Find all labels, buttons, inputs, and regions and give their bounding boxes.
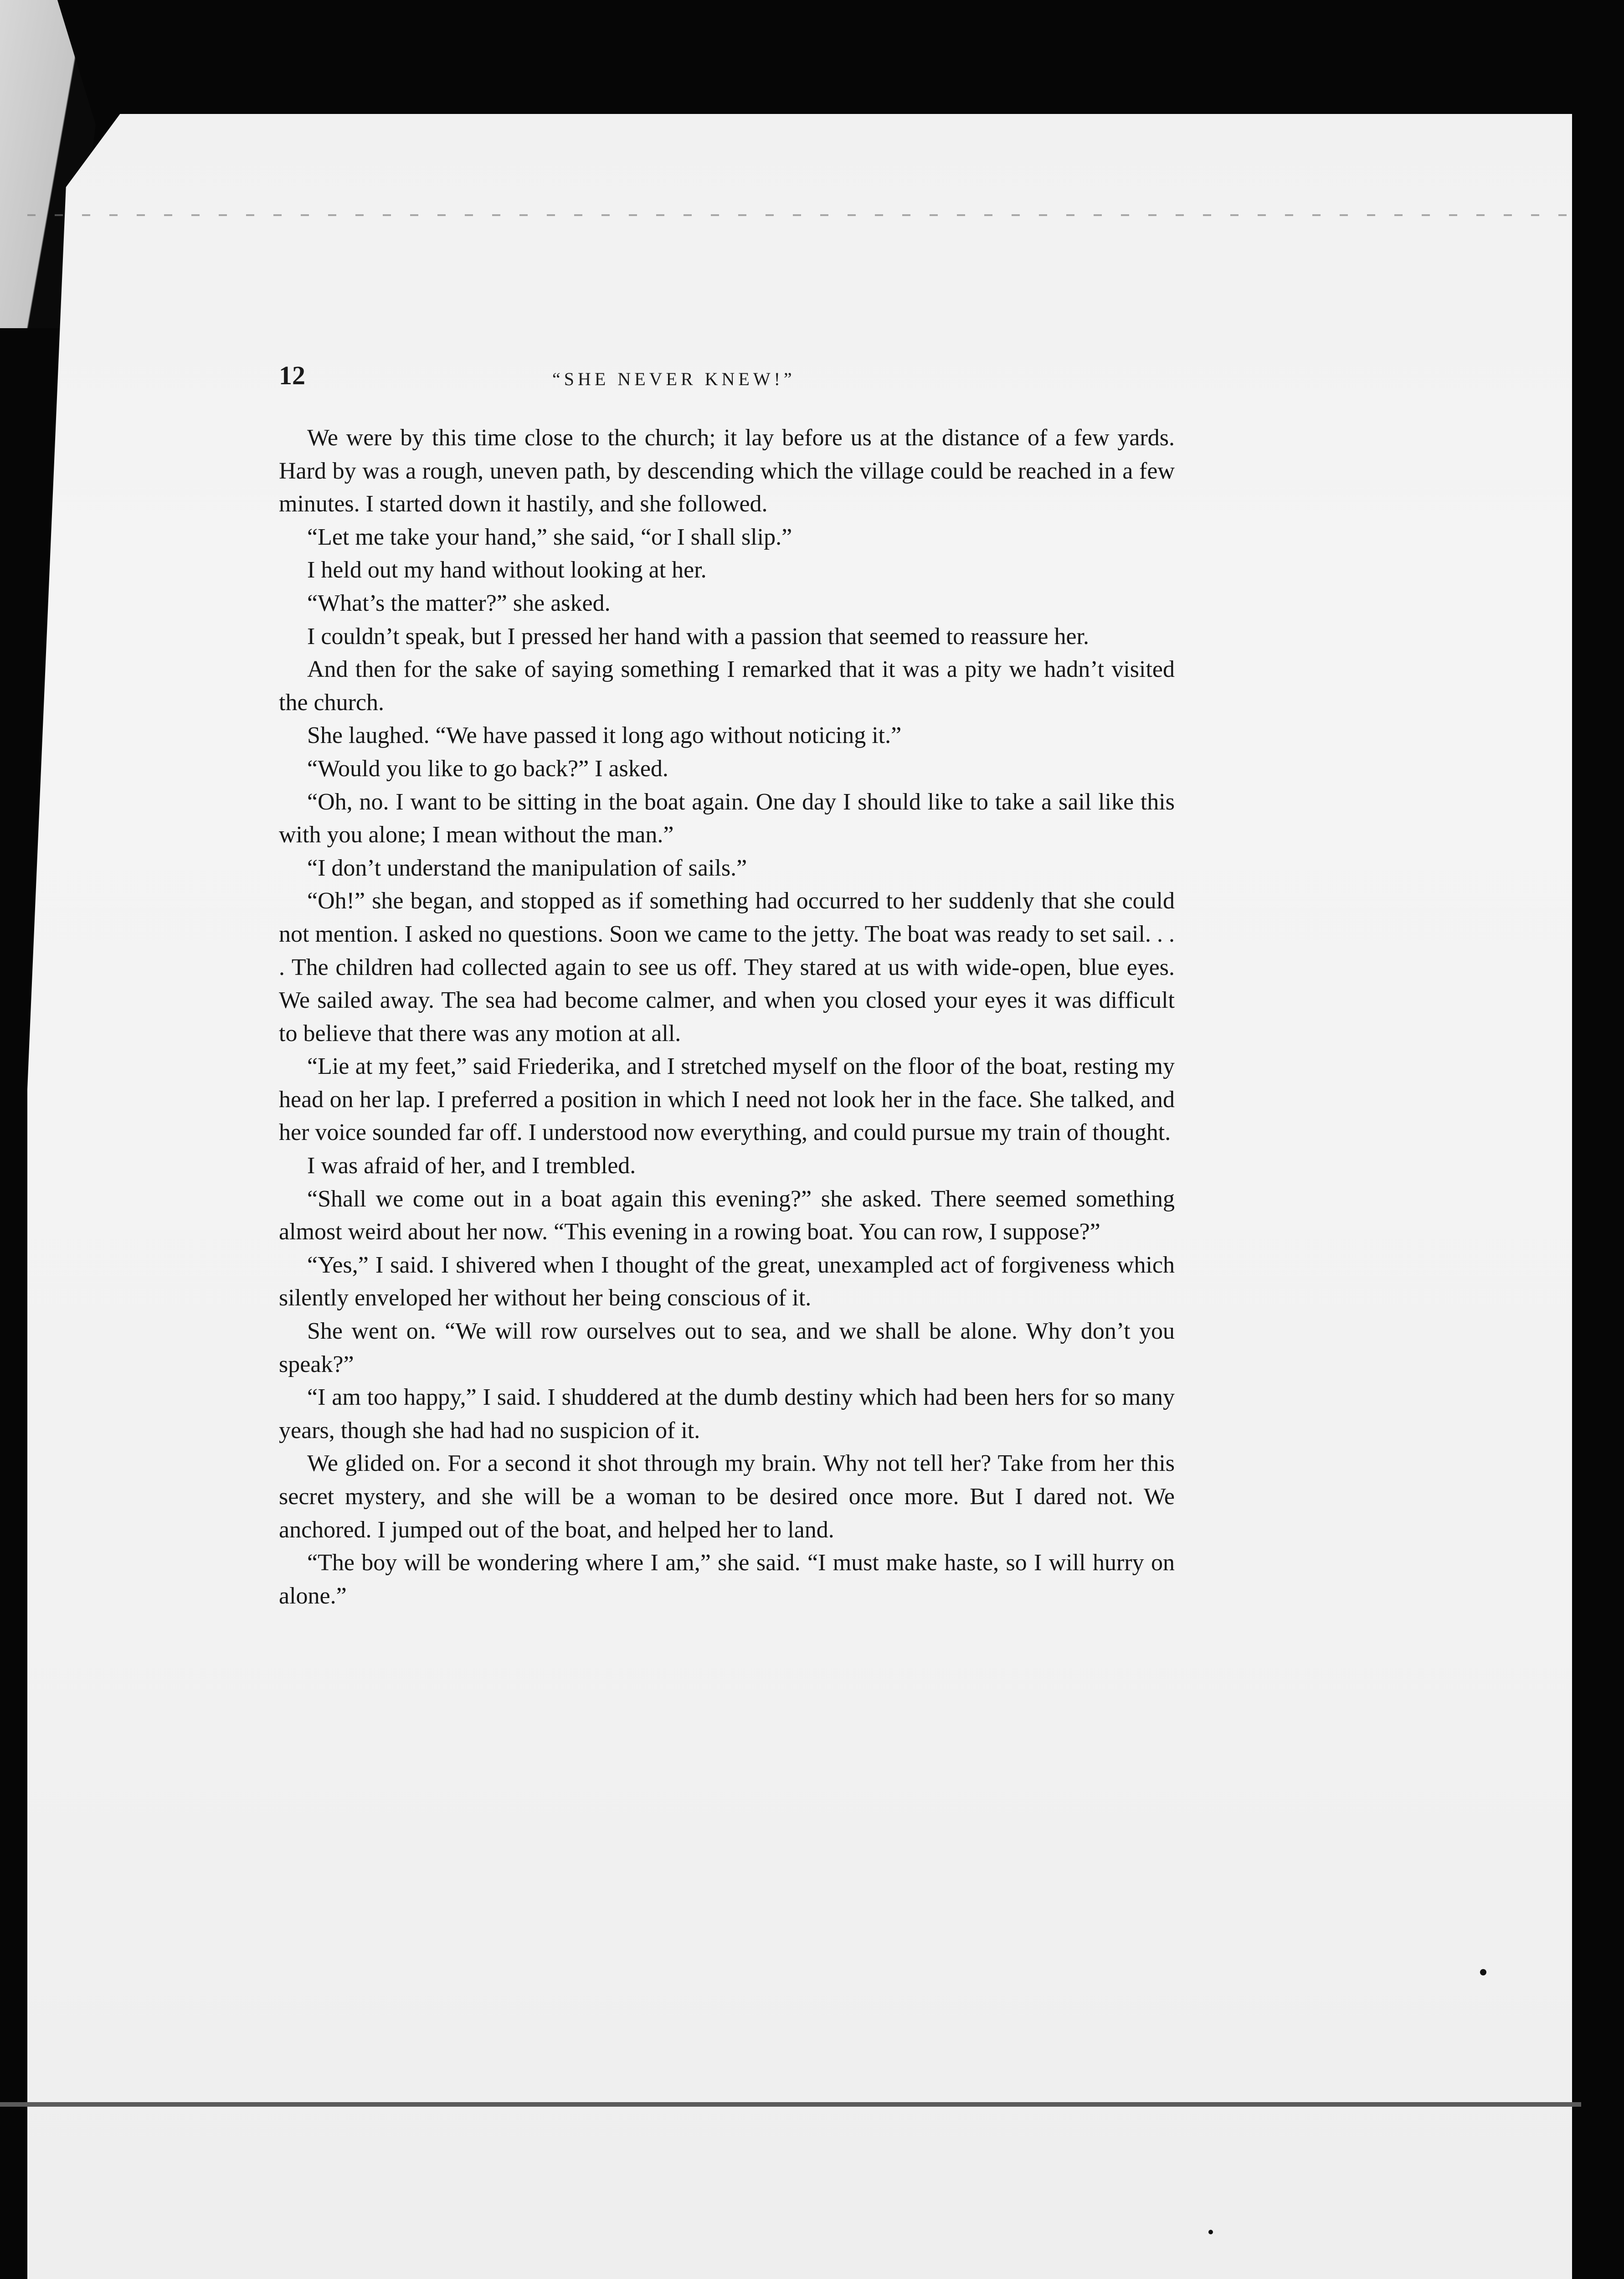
paragraph: She laughed. “We have passed it long ago without noticing it.” (307, 722, 902, 749)
paragraph: We glided on. For a second it shot through my brain. Why not tell her? Take from her this secret mystery, and she will be a woman to be desired once more. But I dared not. We anchored. I jumped out of the boat, and helped her to land. (279, 1450, 1175, 1543)
paragraph: “Oh!” she began, and stopped as if something had occurred to her suddenly that she could not mention. I asked no questions. Soon we came to the jetty. The boat was ready to set sail. . . . The children had collected again to see us off. They stared at us with wide-open, blue eyes. We sailed away. The sea had become calmer, and when you closed your eyes it was difficult to believe that there was any motion at all. (279, 888, 1175, 1047)
paragraph: We were by this time close to the church; it lay before us at the distance of a few yards. Hard by was a rough, uneven path, by descending which the village could be reached in a few minutes. I started down it hastily, and she followed. (279, 425, 1175, 517)
paragraph: She went on. “We will row ourselves out to sea, and we shall be alone. Why don’t you speak?” (279, 1318, 1175, 1377)
paragraph: “The boy will be wondering where I am,” she said. “I must make haste, so I will hurry on alone.” (279, 1550, 1175, 1609)
paragraph: “What’s the matter?” she asked. (307, 590, 611, 616)
page-number: 12 (279, 361, 305, 390)
paragraph: “Shall we come out in a boat again this evening?” she asked. There seemed something almost weird about her now. “This evening in a rowing boat. You can row, I suppose?” (279, 1186, 1175, 1245)
dust-speck (1480, 1969, 1486, 1975)
body-text (279, 422, 1175, 1613)
page-bottom-rule (0, 2102, 1581, 2107)
paragraph: “I don’t understand the manipulation of sails.” (307, 855, 747, 881)
paragraph: “Let me take your hand,” she said, “or I shall slip.” (307, 524, 792, 550)
running-head: “SHE NEVER KNEW!” (552, 369, 796, 389)
paragraph: “Yes,” I said. I shivered when I thought of the great, unexampled act of forgiveness which silently enveloped her without her being conscious of it. (279, 1252, 1175, 1311)
page-header (279, 360, 1181, 392)
paragraph: I couldn’t speak, but I pressed her hand with a passion that seemed to reassure her. (307, 623, 1089, 650)
paragraph: “Lie at my feet,” said Friederika, and I stretched myself on the floor of the boat, resting my head on her lap. I preferred a position in which I need not look her in the face. She talked, and her voice sounded far off. I understood now everything, and could pursue my train of thought. (279, 1053, 1175, 1146)
paragraph: I was afraid of her, and I trembled. (307, 1153, 636, 1179)
paragraph: “Would you like to go back?” I asked. (307, 755, 668, 782)
paragraph: “I am too happy,” I said. I shuddered at the dumb destiny which had been hers for so many years, though she had had no suspicion of it. (279, 1384, 1175, 1444)
paragraph: I held out my hand without looking at her. (307, 557, 707, 583)
dust-speck (1208, 2230, 1213, 2234)
paragraph: “Oh, no. I want to be sitting in the boat again. One day I should like to take a sail like this with you alone; I mean without the man.” (279, 789, 1175, 848)
top-edge-marks (27, 214, 1572, 216)
paragraph: And then for the sake of saying something I remarked that it was a pity we hadn’t visited the church. (279, 656, 1175, 716)
